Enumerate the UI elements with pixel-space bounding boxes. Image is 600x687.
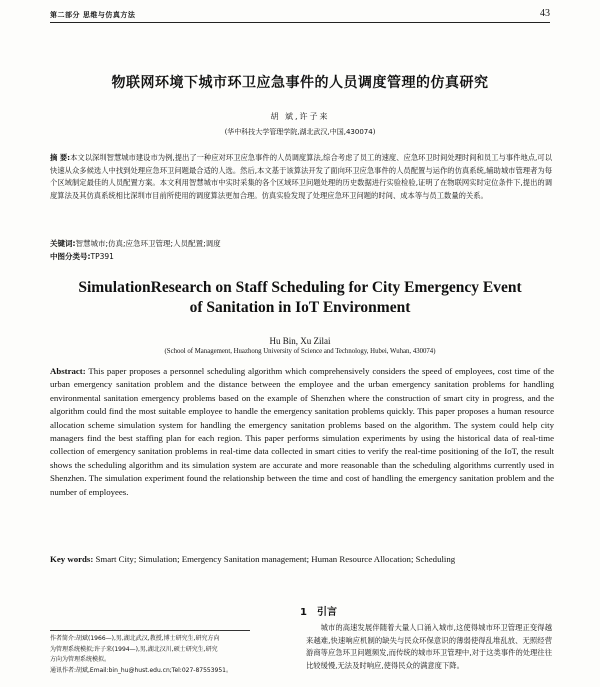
chinese-abstract-text: 本文以深圳智慧城市建设市为例,提出了一种应对环卫应急事件的人员调度算法,综合考虑了员工的速度、应急环卫时间处理时间和员工与事件地点,可以快速从众多候选人中找到处理应急环卫问题最合适的人选。然后,本文基于该算法开发了面向环卫应急事件的人员配置与运作的仿真系统,辅助城市管理者为每个区域制定最佳的人员配置方案。本文利用智慧城市中实时采集的各个区域环卫问题处理的历史数据进行实验检验,证明了在物联网实时定位条件下,提出的调度算法及其仿真系统相比深圳市目前所使用的调度算法更加合理。仿真实验发现了处理应急环卫问题的时间、成本等与员工数量的关系。: [50, 153, 552, 200]
chinese-affiliation: (华中科技大学管理学院,湖北武汉,中国,430074): [224, 128, 376, 136]
footnote-divider: [50, 630, 250, 631]
chinese-abstract: [50, 152, 552, 202]
running-header: [50, 8, 550, 23]
english-authors: Hu Bin, Xu Zilai: [269, 336, 331, 346]
introduction-paragraph: 城市的高速发展伴随着大量人口涌入城市,这使得城市环卫管理正变得越来越难,快速响应机制的缺失与民众环保意识的薄弱使得乱堆乱放、无照经营游商等应急环卫问题频发,而传统的城市环卫管理中,对于这类事件的处理往往比较缓慢,无法及时响应,使得民众的满意度下降。: [306, 623, 552, 670]
footnotes: [50, 634, 295, 676]
chinese-keywords-label: 关键词:: [50, 239, 76, 248]
section-number: 1: [300, 607, 307, 618]
footnote-line: 为管理系统模拟;许子来(1994—),男,湖北汉川,硕士研究生,研究: [50, 645, 218, 653]
chinese-keywords: [50, 238, 552, 249]
english-abstract-label: Abstract:: [50, 366, 86, 376]
footnote-line: 作者简介:胡斌(1966—),男,湖北武汉,教授,博士研究生,研究方向: [50, 635, 220, 642]
chinese-authors: 胡 斌,许子来: [270, 112, 330, 121]
chinese-clc-text: TP391: [90, 252, 114, 261]
footnote-line: 方向为管理系统模拟。: [50, 656, 111, 663]
section-heading-introduction: [300, 603, 550, 618]
section-title: 引言: [316, 607, 337, 618]
chinese-keywords-text: 智慧城市;仿真;应急环卫管理;人员配置;调度: [75, 239, 221, 248]
english-keywords-label: Key words:: [50, 554, 94, 564]
english-abstract: [50, 365, 554, 499]
header-section-title: 第二部分 思维与仿真方法: [50, 11, 136, 19]
english-keywords: [50, 553, 554, 566]
english-title: [0, 278, 600, 318]
english-title-line2: of Sanitation in IoT Environment: [189, 299, 411, 316]
chinese-abstract-label: 摘 要:: [50, 153, 71, 162]
english-title-line1: SimulationResearch on Staff Scheduling for City Emergency Event: [78, 279, 522, 296]
english-affiliation: (School of Management, Huazhong University of Science and Technology, Hubei, Wuhan, 430074): [164, 348, 436, 355]
footnote-line: 通讯作者:胡斌,Email:bin_hu@hust.edu.cn;Tel:027-87553951。: [50, 666, 232, 674]
chinese-clc-label: 中图分类号:: [50, 252, 91, 261]
english-keywords-text: Smart City; Simulation; Emergency Sanitation management; Human Resource Allocation; Scheduling: [95, 554, 456, 564]
chinese-clc: [50, 251, 552, 262]
english-abstract-text: This paper proposes a personnel scheduling algorithm which comprehensively considers the speed of employees, cost time of the urban emergency sanitation problem and the distance between the employee and the urban emergency sanitation problems for handling environmental sanitation emergency problems based on the example of Shenzhen where the construction of smart city in progress, and the algorithm could find the most suitable employee to handle the emergency sanitation problems quickly. This paper proposes a human resource allocation scheme simulation system for handling the emergency sanitation problems based on the algorithm. The system could help city managers find the best staffing plan for each region. This paper performs simulation experiments by using the historical data of real-time collection of emergency sanitation problems in real-time data collected in smart cities to verify the real-time positioning of the IoT, the result shows the scheduling algorithm and its simulation system are accurate and more reasonable than the scheduling algorithms currently used in Shenzhen. The simulation experiment found the relationship between the time and cost of handling the emergency sanitation problem and the number of employees.: [50, 366, 555, 497]
page-number: 43: [540, 8, 550, 19]
chinese-title: 物联网环境下城市环卫应急事件的人员调度管理的仿真研究: [111, 75, 489, 91]
